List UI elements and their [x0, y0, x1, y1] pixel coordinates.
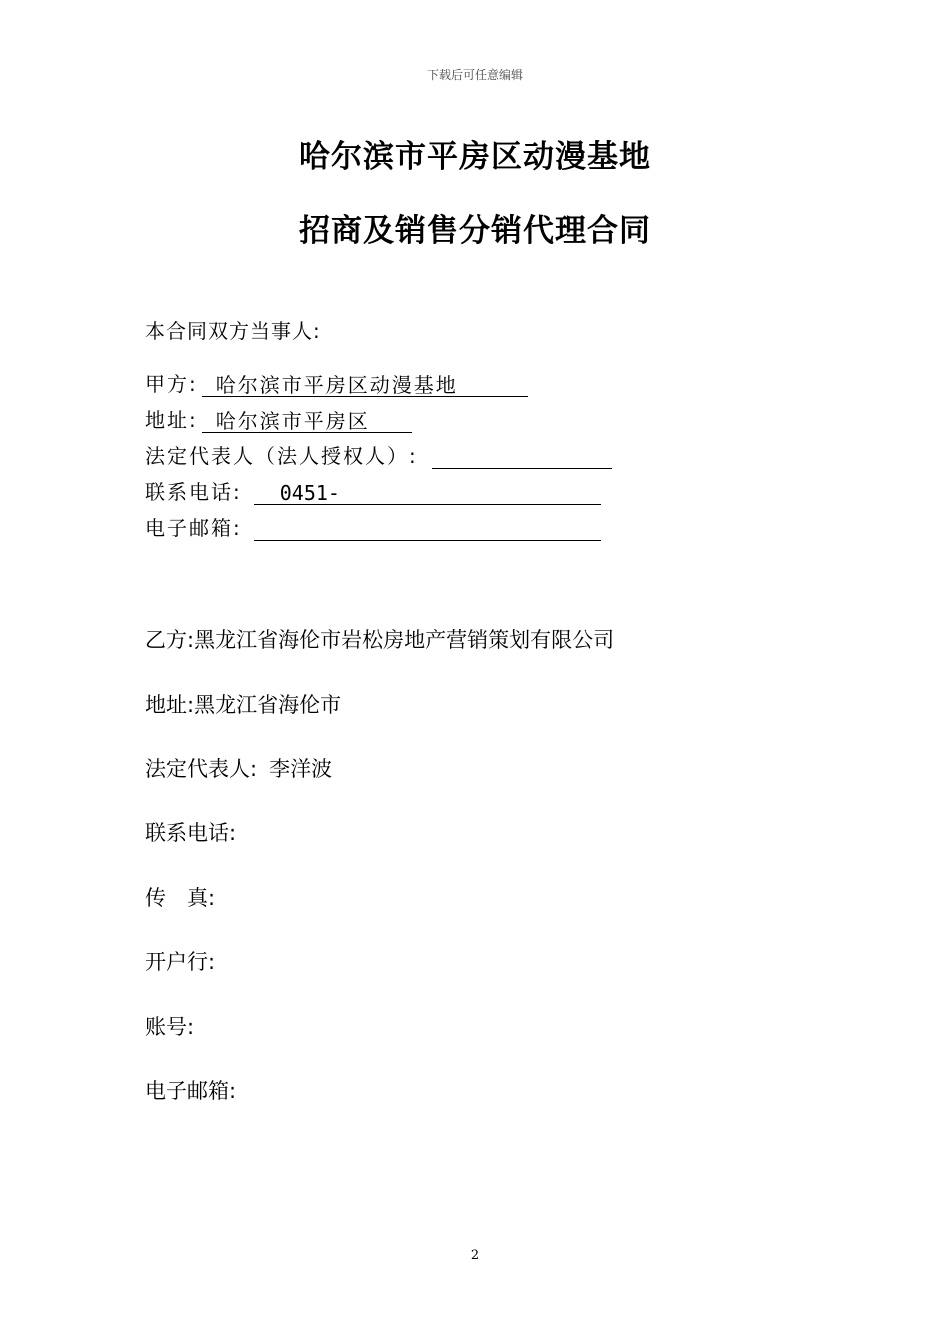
party-a-rep-row: [145, 440, 612, 469]
party-b-name-row: [145, 624, 614, 654]
party-a-rep-field: [432, 445, 612, 469]
party-b-rep-label: 法定代表人:: [145, 757, 258, 781]
party-a-email-field: [254, 517, 601, 541]
document-title-line-1: 哈尔滨市平房区动漫基地: [299, 139, 651, 175]
party-b-fax-label: 传 真:: [145, 886, 216, 910]
party-b-address-value: 黑龙江省海伦市: [194, 693, 342, 717]
party-a-name-field: 哈尔滨市平房区动漫基地: [202, 373, 528, 397]
document-title-line-2: 招商及销售分销代理合同: [299, 213, 651, 249]
parties-heading: 本合同双方当事人:: [145, 319, 321, 343]
party-a-address-field: 哈尔滨市平房区: [202, 409, 412, 433]
party-b-rep-row: [145, 753, 332, 783]
party-b-name-value: 黑龙江省海伦市岩松房地产营销策划有限公司: [194, 628, 615, 652]
party-b-name-label: 乙方:: [145, 628, 195, 652]
party-b-rep-value: 李洋波: [269, 757, 333, 781]
party-a-name-label: 甲方:: [145, 372, 198, 396]
page-number: 2: [470, 1248, 480, 1263]
party-a-rep-label: 法定代表人（法人授权人）:: [145, 444, 418, 468]
party-a-name-row: [145, 368, 528, 397]
party-b-bank-label: 开户行:: [145, 950, 216, 974]
party-b-address-row: [145, 689, 341, 719]
party-a-phone-row: [145, 476, 601, 505]
party-a-email-row: [145, 512, 601, 541]
page-header: 下载后可任意编辑: [426, 68, 523, 82]
party-a-phone-field: 0451-: [254, 481, 601, 505]
party-a-address-row: [145, 404, 412, 433]
party-b-phone-label: 联系电话:: [145, 821, 237, 845]
party-b-account-label: 账号:: [145, 1015, 195, 1039]
party-a-email-label: 电子邮箱:: [145, 516, 242, 540]
party-a-address-label: 地址:: [145, 408, 198, 432]
party-b-email-label: 电子邮箱:: [145, 1079, 237, 1103]
party-b-address-label: 地址:: [145, 693, 195, 717]
party-a-phone-label: 联系电话:: [145, 480, 242, 504]
